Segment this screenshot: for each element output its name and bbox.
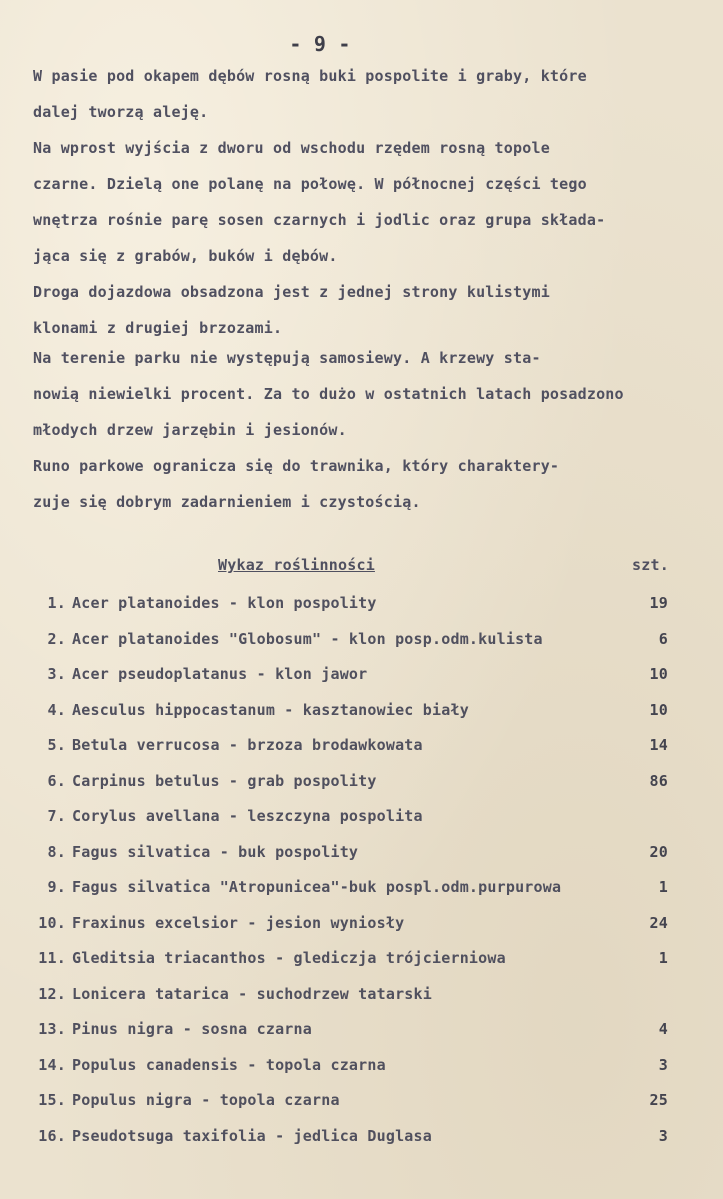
text-line: W pasie pod okapem dębów rosną buki pospolite i graby, które — [33, 67, 587, 85]
plant-count: 86 — [649, 771, 668, 790]
plant-count: 14 — [649, 736, 668, 754]
plant-name: Carpinus betulus - grab pospolity — [72, 771, 377, 790]
list-item — [0, 1016, 723, 1052]
table-unit-header: szt. — [632, 556, 669, 574]
list-item — [0, 839, 723, 875]
item-number: 15. — [38, 1091, 66, 1109]
plant-name: Lonicera tatarica - suchodrzew tatarski — [72, 984, 432, 1003]
plant-name: Acer platanoides "Globosum" - klon posp.odm.kulista — [72, 629, 543, 648]
item-number: 16. — [38, 1126, 66, 1145]
plant-name: Fagus silvatica "Atropunicea"-buk pospl.odm.purpurowa — [72, 878, 562, 896]
item-number: 9. — [47, 878, 66, 896]
list-item — [0, 590, 723, 626]
list-item — [0, 910, 723, 946]
text-line: klonami z drugiej brzozami. — [33, 319, 283, 337]
list-item — [0, 981, 723, 1017]
list-item — [0, 1052, 723, 1088]
paragraph-2 — [33, 130, 701, 274]
plant-name: Aesculus hippocastanum - kasztanowiec biały — [72, 700, 469, 719]
plant-count: 6 — [658, 629, 668, 648]
text-line: czarne. Dzielą one polanę na połowę. W północnej części tego — [33, 175, 587, 193]
plant-count: 4 — [658, 1020, 668, 1038]
plant-name: Acer pseudoplatanus - klon jawor — [72, 665, 368, 683]
item-number: 10. — [38, 913, 66, 932]
item-number: 3. — [47, 665, 66, 683]
text-line: Na terenie parku nie występują samosiewy. A krzewy sta- — [33, 349, 541, 367]
plant-name: Populus canadensis - topola czarna — [72, 1055, 386, 1074]
list-item — [0, 626, 723, 662]
plant-count: 1 — [658, 949, 668, 967]
list-item — [0, 874, 723, 910]
item-number: 5. — [47, 736, 66, 754]
item-number: 1. — [47, 594, 66, 612]
table-title: Wykaz roślinności — [218, 556, 375, 574]
plant-count: 10 — [649, 700, 668, 719]
item-number: 14. — [38, 1055, 66, 1074]
list-item — [0, 1123, 723, 1159]
plant-name: Corylus avellana - leszczyna pospolita — [72, 807, 423, 825]
list-item — [0, 732, 723, 768]
plant-name: Betula verrucosa - brzoza brodawkowata — [72, 736, 423, 754]
text-line: jąca się z grabów, buków i dębów. — [33, 247, 338, 265]
plant-name: Acer platanoides - klon pospolity — [72, 594, 377, 612]
list-item — [0, 768, 723, 804]
list-item — [0, 945, 723, 981]
item-number: 6. — [47, 771, 66, 790]
plant-count: 25 — [649, 1091, 668, 1109]
list-item — [0, 1087, 723, 1123]
plant-count: 19 — [649, 594, 668, 612]
plant-name: Fraxinus excelsior - jesion wyniosły — [72, 913, 405, 932]
item-number: 12. — [38, 984, 66, 1003]
item-number: 8. — [47, 842, 66, 861]
list-item — [0, 697, 723, 733]
list-item — [0, 803, 723, 839]
plant-name: Populus nigra - topola czarna — [72, 1091, 340, 1109]
paragraph-3 — [33, 274, 701, 346]
paragraph-5 — [33, 448, 701, 520]
text-line: dalej tworzą aleję. — [33, 103, 209, 121]
plant-name: Pinus nigra - sosna czarna — [72, 1020, 312, 1038]
list-item — [0, 661, 723, 697]
plant-count: 24 — [649, 913, 668, 932]
text-line: młodych drzew jarzębin i jesionów. — [33, 421, 347, 439]
plant-count: 10 — [649, 665, 668, 683]
text-line: Droga dojazdowa obsadzona jest z jednej strony kulistymi — [33, 283, 550, 301]
text-line: wnętrza rośnie parę sosen czarnych i jodlic oraz grupa składa- — [33, 211, 606, 229]
item-number: 13. — [38, 1020, 66, 1038]
item-number: 4. — [47, 700, 66, 719]
plant-list — [0, 590, 723, 1158]
plant-count: 1 — [658, 878, 668, 896]
plant-count: 20 — [649, 842, 668, 861]
plant-name: Pseudotsuga taxifolia - jedlica Duglasa — [72, 1126, 432, 1145]
plant-name: Gleditsia triacanthos - glediczja trójcierniowa — [72, 949, 506, 967]
paragraph-4 — [33, 340, 701, 448]
text-line: Runo parkowe ogranicza się do trawnika, który charaktery- — [33, 457, 560, 475]
plant-name: Fagus silvatica - buk pospolity — [72, 842, 359, 861]
item-number: 11. — [38, 949, 66, 967]
text-line: nowią niewielki procent. Za to dużo w ostatnich latach posadzono — [33, 385, 624, 403]
item-number: 7. — [47, 807, 66, 825]
plant-table-header — [0, 556, 723, 580]
paragraph-1 — [33, 58, 701, 130]
page-number: - 9 - — [289, 32, 351, 56]
item-number: 2. — [47, 629, 66, 648]
plant-count: 3 — [658, 1055, 668, 1074]
text-line: zuje się dobrym zadarnieniem i czystością. — [33, 493, 421, 511]
plant-count: 3 — [658, 1126, 668, 1145]
text-line: Na wprost wyjścia z dworu od wschodu rzędem rosną topole — [33, 139, 550, 157]
